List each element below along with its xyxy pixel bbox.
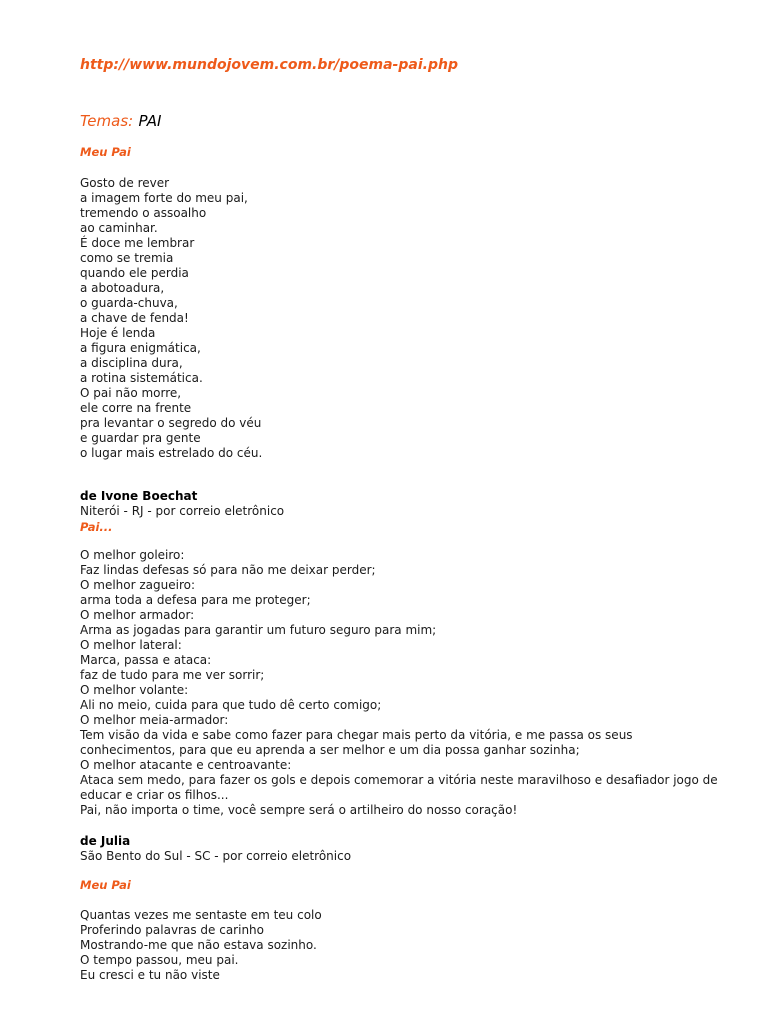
poem-1-title: Meu Pai xyxy=(80,145,131,159)
poem-line: O melhor zagueiro: xyxy=(80,578,196,592)
poem-line: o guarda-chuva, xyxy=(80,296,178,310)
poem-line: É doce me lembrar xyxy=(80,236,195,250)
poem-line: a chave de fenda! xyxy=(80,311,189,325)
poem-line: o lugar mais estrelado do céu. xyxy=(80,446,263,460)
poem-2-title: Pai... xyxy=(80,520,113,534)
poem-3-lines xyxy=(80,908,700,983)
themes-label: Temas: xyxy=(80,112,134,130)
poem-line: Tem visão da vida e sabe como fazer para chegar mais perto da vitória, e me passa os seus conhecimentos, para que eu aprenda a ser melhor e um dia possa ganhar sozinha; xyxy=(80,728,633,757)
poem-line: O melhor meia-armador: xyxy=(80,713,229,727)
themes-line xyxy=(80,112,161,130)
source-url[interactable]: http://www.mundojovem.com.br/poema-pai.php xyxy=(80,57,458,73)
poem-line: O tempo passou, meu pai. xyxy=(80,953,239,967)
poem-line: Proferindo palavras de carinho xyxy=(80,923,264,937)
poem-line: Pai, não importa o time, você sempre será o artilheiro do nosso coração! xyxy=(80,803,518,817)
poem-line: Arma as jogadas para garantir um futuro seguro para mim; xyxy=(80,623,437,637)
poem-line: O melhor lateral: xyxy=(80,638,182,652)
poem-line: Ataca sem medo, para fazer os gols e depois comemorar a vitória neste maravilhoso e desafiador jogo de educar e criar os filhos... xyxy=(80,773,718,802)
poem-line: O melhor atacante e centroavante: xyxy=(80,758,292,772)
poem-line: Quantas vezes me sentaste em teu colo xyxy=(80,908,322,922)
poem-line: a imagem forte do meu pai, xyxy=(80,191,248,205)
poem-line: Mostrando-me que não estava sozinho. xyxy=(80,938,317,952)
poem-2-lines xyxy=(80,548,720,818)
poem-line: Marca, passa e ataca: xyxy=(80,653,212,667)
poem-1-author: de Ivone Boechat xyxy=(80,489,198,503)
poem-line: e guardar pra gente xyxy=(80,431,201,445)
poem-line: quando ele perdia xyxy=(80,266,189,280)
poem-1-lines xyxy=(80,176,700,461)
poem-line: ao caminhar. xyxy=(80,221,158,235)
poem-line: a figura enigmática, xyxy=(80,341,201,355)
themes-value: PAI xyxy=(138,112,162,130)
poem-line: Ali no meio, cuida para que tudo dê certo comigo; xyxy=(80,698,382,712)
poem-line: Eu cresci e tu não viste xyxy=(80,968,220,982)
poem-line: como se tremia xyxy=(80,251,174,265)
poem-2-meta: São Bento do Sul - SC - por correio eletrônico xyxy=(80,849,352,863)
poem-line: arma toda a defesa para me proteger; xyxy=(80,593,311,607)
poem-line: O melhor armador: xyxy=(80,608,195,622)
poem-line: tremendo o assoalho xyxy=(80,206,207,220)
poem-2-author: de Julia xyxy=(80,834,131,848)
poem-line: a disciplina dura, xyxy=(80,356,183,370)
poem-line: Faz lindas defesas só para não me deixar perder; xyxy=(80,563,376,577)
poem-line: a rotina sistemática. xyxy=(80,371,203,385)
poem-line: ele corre na frente xyxy=(80,401,192,415)
poem-line: O pai não morre, xyxy=(80,386,182,400)
poem-3-title: Meu Pai xyxy=(80,878,131,892)
poem-line: Hoje é lenda xyxy=(80,326,156,340)
poem-1-meta: Niterói - RJ - por correio eletrônico xyxy=(80,504,285,518)
poem-line: faz de tudo para me ver sorrir; xyxy=(80,668,265,682)
poem-line: O melhor volante: xyxy=(80,683,189,697)
poem-line: O melhor goleiro: xyxy=(80,548,185,562)
poem-line: pra levantar o segredo do véu xyxy=(80,416,262,430)
poem-line: a abotoadura, xyxy=(80,281,165,295)
poem-line: Gosto de rever xyxy=(80,176,170,190)
